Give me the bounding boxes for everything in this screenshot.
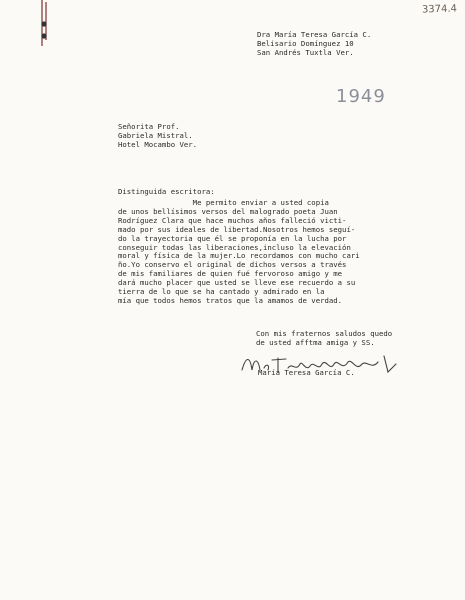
body-line: do la trayectoria que él se proponía en la lucha por [118, 233, 347, 243]
salutation: Distinguida escritora: [118, 187, 215, 196]
body-line: tierra de lo que se ha cantado y admirado en la [118, 287, 325, 297]
closing-line: Con mis fraternos saludos quedo [256, 329, 393, 338]
sender-line: Dra María Teresa García C. [257, 30, 372, 39]
staple-marks [38, 0, 50, 60]
body-line: ño.Yo conservo el original de dichos versos a través [118, 260, 347, 270]
body-line: Me permito enviar a usted copia [118, 198, 329, 207]
body-line: mado por sus ideales de libertad.Nosotros hemos seguí- [118, 224, 356, 234]
sender-line: Belisario Domínguez 10 [257, 38, 354, 48]
addressee-line: Gabriela Mistral. [118, 130, 193, 140]
body-line: moral y física de la mujer.Lo recordamos con mucho cari [118, 251, 360, 261]
addressee-line: Señorita Prof. [118, 122, 180, 131]
letter-body [118, 199, 448, 306]
body-line: conseguir todas las liberaciones,incluso la elevación [118, 242, 351, 252]
sender-line: San Andrés Tuxtla Ver. [257, 47, 354, 57]
body-line: dará mucho placer que usted se lleve ese recuerdo a su [118, 278, 356, 288]
body-line: Rodríguez Clara que hace muchos años falleció victi- [118, 215, 347, 225]
closing [256, 330, 392, 348]
sender-address [257, 31, 371, 58]
body-line: de mis familiares de quien fué fervoroso amigo y me [118, 269, 343, 279]
body-line: de unos bellísimos versos del malogrado poeta Juan [118, 206, 338, 216]
handwritten-year-note: 1949 [336, 86, 386, 107]
addressee-address [118, 123, 197, 150]
archive-number: 3374.4 [421, 3, 458, 16]
closing-line: de usted afftma amiga y SS. [256, 337, 375, 347]
addressee-line: Hotel Mocambo Ver. [118, 139, 198, 149]
body-line: mía que todos hemos tratos que la amamos de verdad. [118, 295, 343, 305]
signer-name: María Teresa García C. [258, 368, 355, 377]
